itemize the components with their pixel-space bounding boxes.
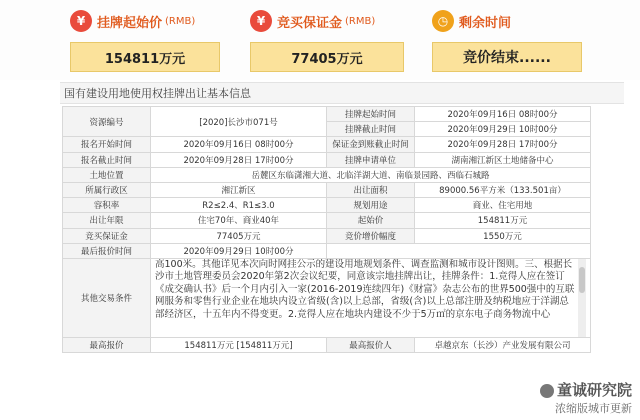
table-row xyxy=(63,228,591,243)
stat-label: 挂牌起始价 xyxy=(97,15,163,31)
stat-unit: (RMB) xyxy=(165,15,196,27)
table-row xyxy=(63,137,591,152)
field-value: 154811万元 [154811万元] xyxy=(151,337,327,352)
field-label: 报名开始时间 xyxy=(63,137,151,152)
deposit-value: 77405万元 xyxy=(250,42,404,72)
table-row xyxy=(63,107,591,122)
moneybag-icon: ¥ xyxy=(70,10,92,32)
starting-price-value: 154811万元 xyxy=(70,42,220,72)
field-value: 住宅70年、商业40年 xyxy=(151,213,327,228)
section-title: 国有建设用地使用权挂牌出让基本信息 xyxy=(60,82,624,104)
remaining-time-value: 竞价结束...... xyxy=(432,42,582,72)
watermark-line1: 童诚研究院 xyxy=(556,381,632,399)
field-label: 挂牌申请单位 xyxy=(327,152,415,167)
field-value: 2020年09月29日 10时00分 xyxy=(151,243,327,258)
field-label: 报名截止时间 xyxy=(63,152,151,167)
field-label: 资源编号 xyxy=(63,107,151,137)
field-label: 规划用途 xyxy=(327,198,415,213)
watermark-line2: 浓缩版城市更新 xyxy=(555,402,632,415)
field-value: 89000.56平方米（133.501亩） xyxy=(415,182,591,197)
other-conditions-scroll[interactable] xyxy=(155,259,586,337)
field-value: 2020年09月16日 08时00分 xyxy=(151,137,327,152)
field-label: 容积率 xyxy=(63,198,151,213)
field-label: 其他交易条件 xyxy=(63,258,151,337)
field-label: 出让年限 xyxy=(63,213,151,228)
field-label: 保证金到账截止时间 xyxy=(327,137,415,152)
field-value: 卓越京东（长沙）产业发展有限公司 xyxy=(415,337,591,352)
table-row xyxy=(63,198,591,213)
field-value: 2020年09月16日 08时00分 xyxy=(415,107,591,122)
stat-label: 剩余时间 xyxy=(459,15,512,31)
field-value: R2≤2.4、R1≤3.0 xyxy=(151,198,327,213)
table-row xyxy=(63,243,591,258)
field-value: 2020年09月28日 17时00分 xyxy=(415,137,591,152)
field-label: 竞价增价幅度 xyxy=(327,228,415,243)
field-label: 土地位置 xyxy=(63,167,151,182)
field-label: 所属行政区 xyxy=(63,182,151,197)
field-label: 出让面积 xyxy=(327,182,415,197)
other-conditions-text: 高100米。其他详见本次向时网挂公示的建设用地规划条件、调查监测和城市设计图则。三、根据长沙市土地管理委员会2020年第2次会议纪要，同意该宗地挂牌出让，挂牌条件：1.竞得人应在签订《成交确认书》后一个月内引入一家(2016-2019连续四年)《财富》杂志公布的世界500强中的互联网服务和零售行业企业在地块内设立省级(含)以上总部，省级(含)以上总部注册及纳税地应于洋湖总部经济区，十五年内不得变更。2.竞得人应在地块内建设不少于5万㎡的京东电子商务物流中心 xyxy=(155,258,575,320)
scrollbar-thumb[interactable] xyxy=(579,267,585,293)
field-value: 154811万元 xyxy=(415,213,591,228)
field-value: [2020]长沙市071号 xyxy=(151,107,327,137)
field-label: 最后报价时间 xyxy=(63,243,151,258)
field-value: 1550万元 xyxy=(415,228,591,243)
land-info-table xyxy=(62,106,591,353)
scrollbar[interactable] xyxy=(578,259,586,337)
empty-cell xyxy=(327,243,591,258)
clock-icon: ◷ xyxy=(432,10,454,32)
table-row xyxy=(63,167,591,182)
moneybag-icon: ¥ xyxy=(250,10,272,32)
field-label: 最高报价人 xyxy=(327,337,415,352)
table-row xyxy=(63,213,591,228)
field-label: 挂牌截止时间 xyxy=(327,122,415,137)
auction-summary-bar xyxy=(0,0,640,80)
deposit-stat xyxy=(250,8,404,72)
field-label: 起始价 xyxy=(327,213,415,228)
stat-label: 竞买保证金 xyxy=(277,15,343,31)
field-value: 湘江新区 xyxy=(151,182,327,197)
field-label: 竞买保证金 xyxy=(63,228,151,243)
field-label: 最高报价 xyxy=(63,337,151,352)
wechat-logo-icon xyxy=(540,384,554,398)
field-value: 湖南湘江新区土地储备中心 xyxy=(415,152,591,167)
remaining-time-stat xyxy=(432,8,582,72)
table-row xyxy=(63,258,591,337)
field-value: 2020年09月29日 10时00分 xyxy=(415,122,591,137)
field-value: 商业、住宅用地 xyxy=(415,198,591,213)
field-value: 岳麓区东临潇湘大道、北临洋湖大道、南临景园路、西临石城路 xyxy=(151,167,591,182)
field-value: 77405万元 xyxy=(151,228,327,243)
table-row xyxy=(63,337,591,352)
field-label: 挂牌起始时间 xyxy=(327,107,415,122)
table-row xyxy=(63,182,591,197)
starting-price-stat xyxy=(70,8,220,72)
other-conditions-cell xyxy=(151,258,591,337)
table-row xyxy=(63,152,591,167)
field-value: 2020年09月28日 17时00分 xyxy=(151,152,327,167)
watermark xyxy=(540,379,632,416)
stat-unit: (RMB) xyxy=(345,15,376,27)
